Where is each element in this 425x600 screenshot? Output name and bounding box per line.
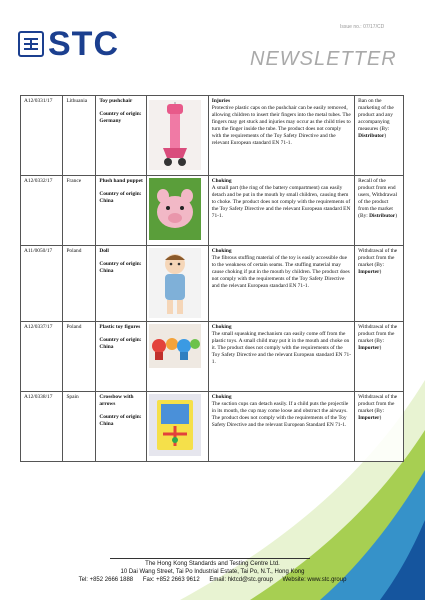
risk-cell: [208, 246, 354, 322]
row-product: [96, 246, 147, 322]
newsletter-title: NEWSLETTER: [250, 48, 397, 70]
origin-label: Country of origin:: [99, 261, 142, 268]
origin-value: China: [99, 344, 114, 351]
stc-logo: [18, 27, 119, 61]
measure-by: Distributor: [369, 213, 396, 220]
risk-text: The small squeaking mechanism can easily come off from the plastic toys. A small child may put it in the mouth and choke on it. The product does not comply with the requirements of the Toy Safety Directive and the relevant European standard EN 71-1.: [211, 331, 352, 366]
risk-cell: [208, 322, 354, 392]
measure-text: Withdrawal of the product from the market (By:: [358, 324, 398, 345]
measure-end: ): [384, 133, 387, 140]
risk-text: A small part (the ring of the battery compartment) can easily detach and be put in the mouth by small children, causing them to choke. The product does not comply with the requirements of the Toy Safety Directive and the relevant European standard EN 71-1.: [211, 185, 351, 220]
product-name: Doll: [99, 248, 109, 254]
table-row: [21, 176, 404, 246]
risk-title: Injuries: [211, 98, 231, 104]
recall-table: [20, 95, 404, 462]
origin-label: Country of origin:: [99, 414, 142, 421]
measure-by: Distributor: [358, 133, 385, 140]
origin-value: China: [99, 421, 114, 428]
origin-label: Country of origin:: [99, 111, 142, 118]
row-product: [96, 96, 147, 176]
row-country: Poland: [63, 246, 96, 322]
measure-cell: [355, 392, 404, 462]
row-code: A12/0337/17: [21, 322, 63, 392]
footer-email[interactable]: Email: hktcd@stc.group: [209, 577, 273, 584]
risk-text: The fibrous stuffing material of the toy is easily accessible due to the weakness of certain seams. The stuffing material may cause choking if put in the mouth by children. The product does not comply with the requirements of the Toy Safety Directive and the relevant European standard EN 71-1.: [211, 255, 350, 290]
doll-image: [149, 248, 201, 318]
measure-by: Importer: [358, 415, 380, 422]
measure-end: ): [379, 415, 382, 422]
footer-website[interactable]: Website: www.stc.group: [282, 577, 347, 584]
logo-mark-icon: [22, 35, 40, 53]
logo-mark: [18, 31, 44, 57]
measure-text: Recall of the product from end users, Withdrawal of the product from the market (By:: [358, 178, 398, 220]
origin-value: China: [99, 198, 114, 205]
product-name: Plastic toy figures: [99, 324, 141, 330]
plush-puppet-image: [149, 178, 201, 240]
product-photo: [147, 322, 209, 392]
risk-title: Choking: [211, 178, 232, 184]
origin-label: Country of origin:: [99, 191, 142, 198]
measure-end: ): [379, 269, 382, 276]
risk-text: The suction cups can detach easily. If a child puts the projectile in its mouth, the cup may come loose and obstruct the airways. The product does not comply with the requirements of the Toy Safety Directive and the relevant European Standard EN 71-1.: [211, 401, 349, 429]
product-name: Toy pushchair: [99, 98, 133, 104]
measure-by: Importer: [358, 345, 380, 352]
row-country: Spain: [63, 392, 96, 462]
row-product: [96, 322, 147, 392]
footer-company: The Hong Kong Standards and Testing Centre Ltd.: [145, 561, 280, 567]
risk-cell: [208, 176, 354, 246]
footer-fax: Fax: +852 2663 9612: [142, 577, 200, 584]
measure-text: Withdrawal of the product from the market (By:: [358, 248, 398, 269]
row-product: [96, 176, 147, 246]
risk-title: Choking: [211, 394, 232, 400]
footer-divider: [110, 558, 310, 559]
table-row: [21, 392, 404, 462]
origin-value: China: [99, 268, 114, 275]
product-photo: [147, 392, 209, 462]
footer-contact: [0, 576, 425, 584]
measure-end: ): [379, 345, 382, 352]
row-country: Poland: [63, 322, 96, 392]
measure-by: Importer: [358, 269, 380, 276]
row-country: Lithuania: [63, 96, 96, 176]
risk-cell: [208, 96, 354, 176]
measure-text: Ban on the marketing of the product and any accompanying measures (By:: [358, 98, 394, 133]
origin-label: Country of origin:: [99, 337, 142, 344]
measure-text: Withdrawal of the product from the market (By:: [358, 394, 398, 415]
product-name: Crossbow with arrows: [99, 394, 134, 408]
measure-cell: [355, 322, 404, 392]
measure-cell: [355, 96, 404, 176]
footer: [0, 560, 425, 584]
toy-pushchair-image: [149, 98, 201, 172]
row-code: A11/0050/17: [21, 246, 63, 322]
measure-cell: [355, 246, 404, 322]
risk-cell: [208, 392, 354, 462]
row-code: A12/0331/17: [21, 96, 63, 176]
product-photo: [147, 176, 209, 246]
row-code: A12/0338/17: [21, 392, 63, 462]
table-row: [21, 322, 404, 392]
crossbow-image: [149, 394, 201, 456]
product-photo: [147, 96, 209, 176]
origin-value: Germany: [99, 118, 122, 125]
footer-tel: Tel: +852 2666 1888: [78, 577, 134, 584]
risk-text: Protective plastic caps on the pushchair can be easily removed, allowing children to insert their fingers into the metal tubes. The fingers may get stuck and injuries may occur as the child tries to turn the finger inside the tube. The product does not comply with the requirements of the Toy Safety Directive and the relevant European standard EN 71-1.: [211, 105, 351, 147]
row-code: A12/0332/17: [21, 176, 63, 246]
product-photo: [147, 246, 209, 322]
measure-cell: [355, 176, 404, 246]
product-name: Plush hand puppet: [99, 178, 143, 184]
measure-end: ): [395, 213, 397, 220]
row-product: [96, 392, 147, 462]
issue-number: Issue no.: 07/17/CD: [340, 24, 385, 30]
row-country: France: [63, 176, 96, 246]
table-row: [21, 96, 404, 176]
risk-title: Choking: [211, 324, 232, 330]
plastic-figures-image: [149, 324, 201, 368]
logo-text: STC: [48, 25, 119, 63]
table-row: [21, 246, 404, 322]
footer-address: 10 Dai Wang Street, Tai Po Industrial Estate, Tai Po, N.T., Hong Kong: [120, 569, 305, 576]
risk-title: Choking: [211, 248, 232, 254]
